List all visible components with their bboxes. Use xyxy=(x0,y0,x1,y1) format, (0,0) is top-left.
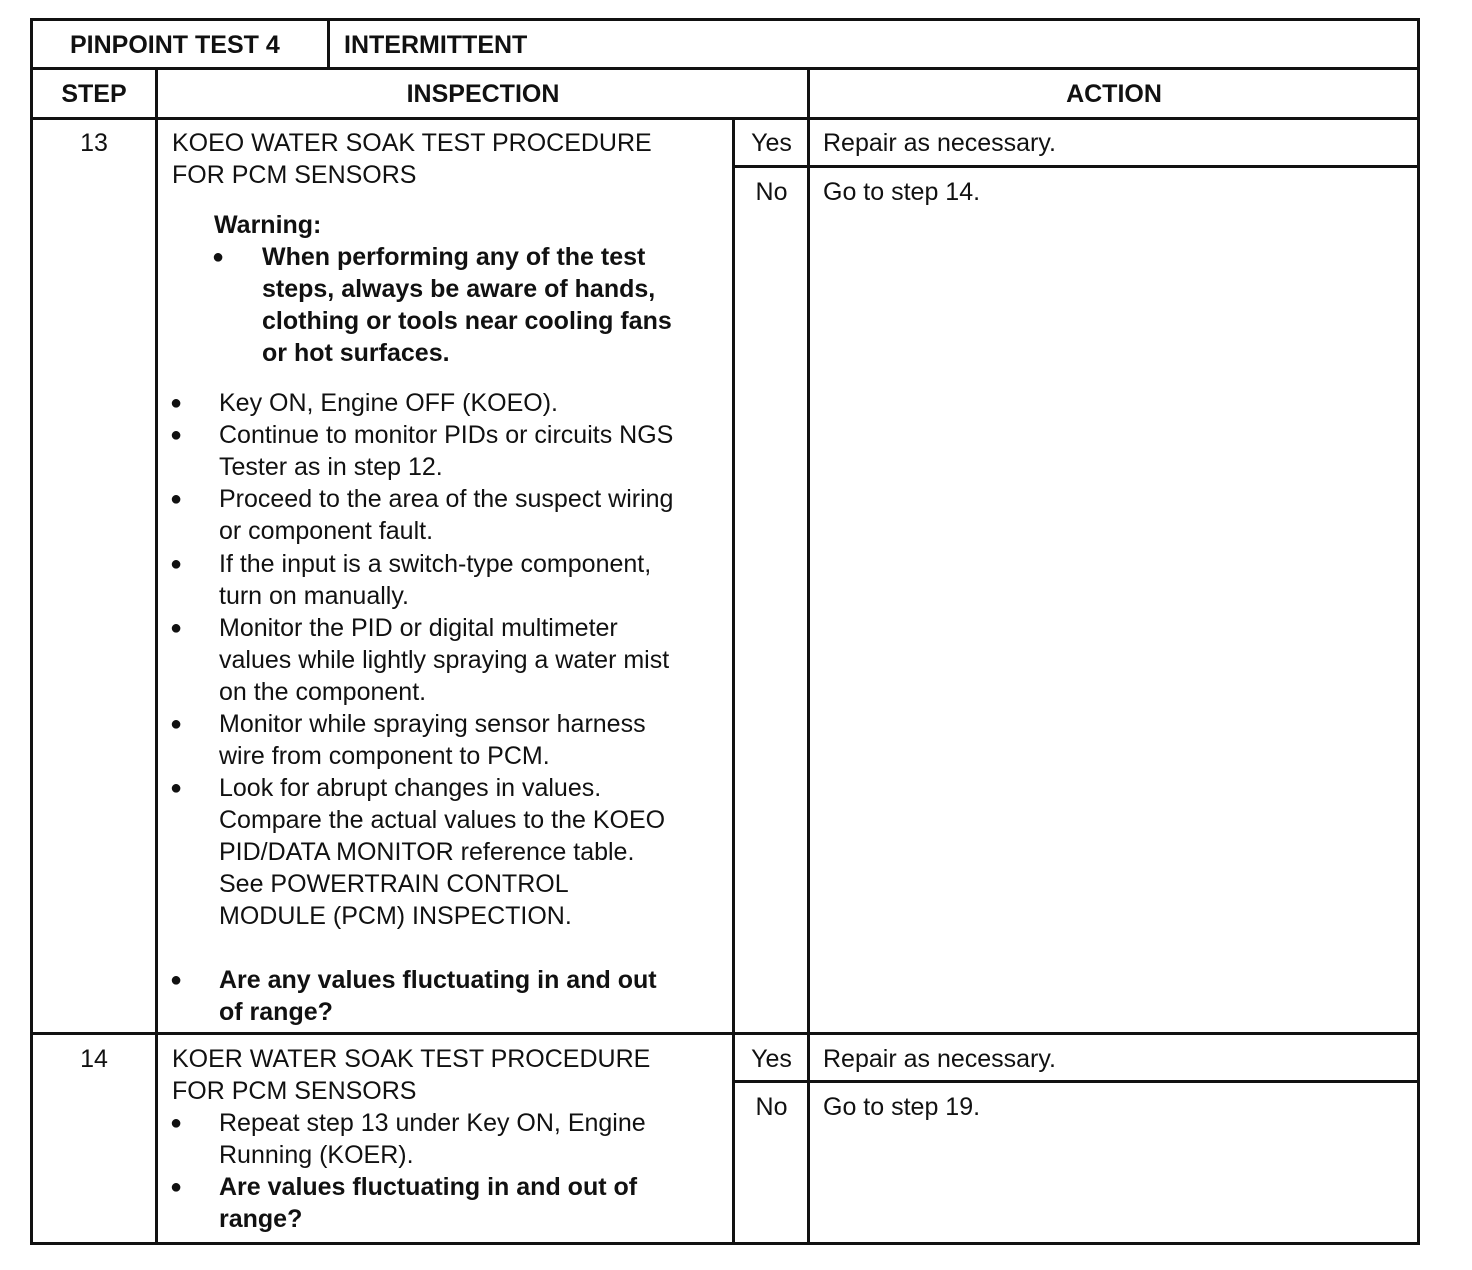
bullet-line: Monitor the PID or digital multimeter xyxy=(219,614,618,642)
bullet-line: Look for abrupt changes in values. xyxy=(219,774,602,802)
step-number: 14 xyxy=(80,1045,108,1073)
rule-step13-bottom xyxy=(30,1032,1420,1035)
bullet-line: turn on manually. xyxy=(219,582,409,610)
rule-step13-yes-bottom xyxy=(732,165,1420,168)
bullet-line: Proceed to the area of the suspect wiring xyxy=(219,485,674,513)
column-header-step: STEP xyxy=(61,80,127,108)
bullet-line: wire from component to PCM. xyxy=(219,742,550,770)
rule-yesno-left xyxy=(732,117,735,1245)
column-header-inspection: INSPECTION xyxy=(406,80,560,108)
column-header-action: ACTION xyxy=(1066,80,1162,108)
step-title-line: KOER WATER SOAK TEST PROCEDURE xyxy=(172,1045,651,1073)
rule-step14-yes-bottom xyxy=(732,1080,1420,1083)
bullet-icon: ● xyxy=(170,392,183,414)
step-title-line: FOR PCM SENSORS xyxy=(172,1077,417,1105)
rule-columns-bottom xyxy=(30,117,1420,120)
yes-label: Yes xyxy=(751,1045,792,1073)
bullet-icon: ● xyxy=(170,777,183,799)
bullet-line: or component fault. xyxy=(219,517,434,545)
bullet-line: on the component. xyxy=(219,678,427,706)
bullet-icon: ● xyxy=(170,488,183,510)
bullet-line: Key ON, Engine OFF (KOEO). xyxy=(219,389,558,417)
bullet-icon: ● xyxy=(170,424,183,446)
warning-line: or hot surfaces. xyxy=(262,339,450,367)
question-line: Are values fluctuating in and out of xyxy=(219,1173,638,1201)
bullet-line: Compare the actual values to the KOEO xyxy=(219,806,666,834)
bullet-line: If the input is a switch-type component, xyxy=(219,550,652,578)
bullet-line: PID/DATA MONITOR reference table. xyxy=(219,838,635,866)
no-action: Go to step 14. xyxy=(823,178,981,206)
bullet-line: See POWERTRAIN CONTROL xyxy=(219,870,569,898)
bullet-icon: ● xyxy=(170,1112,183,1134)
question-line: of range? xyxy=(219,998,333,1026)
step-title-line: KOEO WATER SOAK TEST PROCEDURE xyxy=(172,129,652,157)
bullet-line: Running (KOER). xyxy=(219,1141,414,1169)
yes-action: Repair as necessary. xyxy=(823,129,1056,157)
warning-line: steps, always be aware of hands, xyxy=(262,275,656,303)
bullet-icon: ● xyxy=(170,713,183,735)
bullet-line: Continue to monitor PIDs or circuits NGS xyxy=(219,421,674,449)
bullet-icon: ● xyxy=(170,969,183,991)
no-label: No xyxy=(755,1093,788,1121)
yes-label: Yes xyxy=(751,129,792,157)
question-line: range? xyxy=(219,1205,303,1233)
warning-label: Warning: xyxy=(214,211,322,239)
bullet-icon: ● xyxy=(170,1176,183,1198)
rule-header-divider xyxy=(327,18,330,68)
test-label: PINPOINT TEST 4 xyxy=(70,31,280,59)
bullet-line: values while lightly spraying a water mist xyxy=(219,646,670,674)
bullet-line: Repeat step 13 under Key ON, Engine xyxy=(219,1109,646,1137)
bullet-icon: ● xyxy=(170,553,183,575)
step-number: 13 xyxy=(80,129,108,157)
step-title-line: FOR PCM SENSORS xyxy=(172,161,417,189)
warning-line: When performing any of the test xyxy=(262,243,646,271)
warning-line: clothing or tools near cooling fans xyxy=(262,307,672,335)
bullet-icon: ● xyxy=(212,246,225,268)
bullet-icon: ● xyxy=(170,617,183,639)
bullet-line: MODULE (PCM) INSPECTION. xyxy=(219,902,572,930)
test-title: INTERMITTENT xyxy=(344,31,528,59)
no-action: Go to step 19. xyxy=(823,1093,981,1121)
bullet-line: Monitor while spraying sensor harness xyxy=(219,710,646,738)
no-label: No xyxy=(755,178,788,206)
yes-action: Repair as necessary. xyxy=(823,1045,1056,1073)
rule-header-bottom xyxy=(30,67,1420,70)
question-line: Are any values fluctuating in and out xyxy=(219,966,657,994)
bullet-line: Tester as in step 12. xyxy=(219,453,443,481)
